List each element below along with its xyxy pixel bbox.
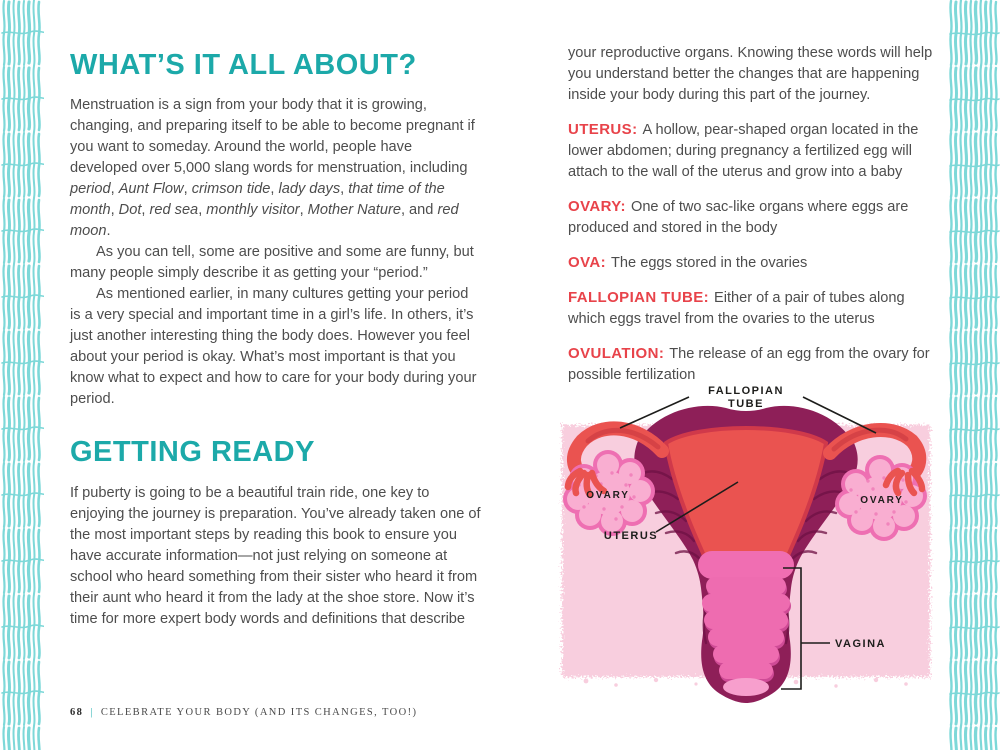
label-fallopian-tube-line1: FALLOPIAN bbox=[708, 385, 784, 397]
footer-book-title: CELEBRATE YOUR BODY (AND ITS CHANGES, TOO!) bbox=[100, 707, 418, 718]
page-footer bbox=[70, 707, 417, 718]
glossary-entry-ovulation bbox=[568, 343, 936, 386]
label-uterus: UTERUS bbox=[603, 530, 659, 542]
glossary-definition: A hollow, pear-shaped organ located in the lower abdomen; during pregnancy a fertilized egg will attach to the wall of the uterus and grow into a baby bbox=[568, 122, 919, 180]
reproductive-system-diagram bbox=[546, 381, 940, 711]
glossary-entry-uterus bbox=[568, 119, 936, 183]
glossary-definition: The release of an egg from the ovary for possible fertilization bbox=[568, 346, 930, 383]
section-heading-getting-ready: GETTING READY bbox=[70, 436, 315, 469]
glossary-term: UTERUS: bbox=[568, 121, 638, 138]
glossary-term: OVULATION: bbox=[568, 345, 665, 362]
label-ovary-right: OVARY bbox=[860, 495, 904, 506]
paragraph-menstruation-intro: Menstruation is a sign from your body that it is growing, changing, and preparing itself to be able to become pregnant if you want to someday. Around the world, people have developed over 5,000 slang words for menstruation, including period, Aunt Flow, crimson tide, lady days, that time of the month, Dot, red sea, monthly visitor, Mother Nature, and red moon. bbox=[70, 97, 475, 240]
glossary-term: OVA: bbox=[568, 254, 606, 271]
paragraph-cultures: As mentioned earlier, in many cultures getting your period is a very special and important time in a girl’s life. In others, it’s just another interesting thing the body does. However you feel about your period is okay. What’s most important is that you know what to expect and how to care for your body during your period. bbox=[70, 286, 477, 408]
glossary-entry-ovary bbox=[568, 196, 936, 239]
glossary-term: FALLOPIAN TUBE: bbox=[568, 289, 709, 306]
glossary-term: OVARY: bbox=[568, 198, 626, 215]
paragraph-slang-positive: As you can tell, some are positive and some are funny, but many people simply describe it as getting your “period.” bbox=[70, 244, 474, 282]
section-heading-whats-it-all-about: WHAT’S IT ALL ABOUT? bbox=[70, 49, 417, 81]
glossary-entry-ova bbox=[568, 252, 936, 274]
glossary-definition: The eggs stored in the ovaries bbox=[611, 255, 808, 271]
label-ovary-left: OVARY bbox=[586, 490, 630, 501]
glossary-definition: Either of a pair of tubes along which eggs travel from the ovaries to the uterus bbox=[568, 290, 905, 327]
paragraph-reproductive-organs: your reproductive organs. Knowing these words will help you understand better the changes that are happening inside your body during this part of the journey. bbox=[568, 45, 933, 103]
label-fallopian-tube-line2: TUBE bbox=[728, 398, 764, 410]
label-vagina: VAGINA bbox=[835, 638, 886, 650]
glossary-entry-fallopian-tube bbox=[568, 287, 936, 330]
glossary-definition: One of two sac-like organs where eggs are produced and stored in the body bbox=[568, 199, 909, 236]
paragraph-getting-ready: If puberty is going to be a beautiful train ride, one key to enjoying the journey is preparation. You’ve already taken one of the most important steps by reading this book to ensure you have accurate information—not just relying on someone at school who heard something from their sister who heard it from their aunt who heard it from the lady at the shoe store. Now it’s time for more expert body words and definitions that describe bbox=[70, 484, 481, 627]
right-text-column bbox=[568, 43, 936, 386]
left-scribble-border bbox=[0, 0, 48, 750]
right-scribble-border bbox=[944, 0, 1000, 750]
page-number: 68 bbox=[70, 707, 84, 718]
footer-divider: | bbox=[90, 707, 94, 718]
left-text-column bbox=[70, 50, 482, 630]
